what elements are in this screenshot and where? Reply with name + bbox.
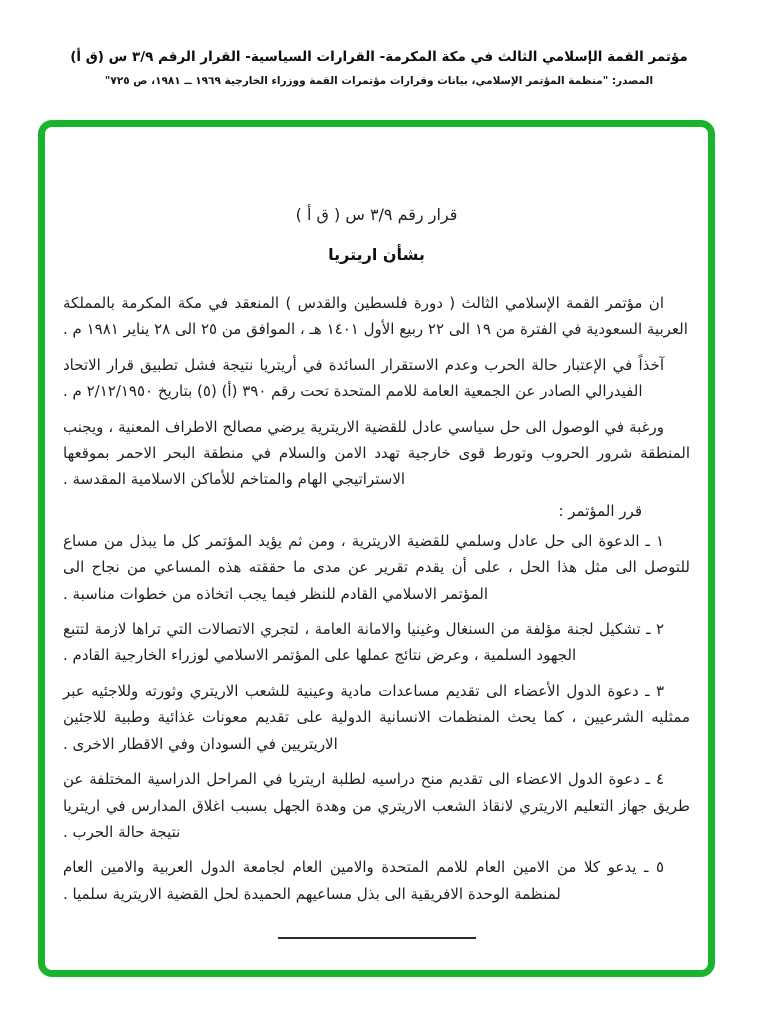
source-line: المصدر: "منظمة المؤتمر الإسلامي، بيانات وقرارات مؤتمرات القمة ووزراء الخارجية ١٩٦٩ ــ ١٩٨١، ص ٧٢٥" [104,74,654,87]
resolution-title: قرار رقم ٣/٩ س ( ق أ ) [295,205,458,224]
resolution-item: ١ ـ الدعوة الى حل عادل وسلمي للقضية الاريترية ، ومن ثم يؤيد المؤتمر كل ما يبذل من مساع للتوصل الى مثل هذا الحل ، على أن يقدم تقرير عن مدى ما حققته هذه المساعي من نجاح الى المؤتمر الاسلامي القادم للنظر فيما يجب اتخاذه من خطوات مناسبة . [63,531,690,603]
preamble-section [63,290,690,493]
resolution-item: ٣ ـ دعوة الدول الأعضاء الى تقديم مساعدات مادية وعينية للشعب الاريتري وثورته وللاجئيه عبر ممثليه الشرعيين ، كما يحث المنظمات الانسانية الدولية على تقديم معونات غذائية وطبية للاجئين الاريتريين في السودان وفي الاقطار الاخرى . [63,681,690,753]
resolution-item: ٤ ـ دعوة الدول الاعضاء الى تقديم منح دراسيه لطلبة اريتريا في المراحل الدراسية المختلفة عن طريق جهاز التعليم الاريتري لانقاذ الشعب الاريتري من وهدة الجهل بسبب اغلاق المدارس في اريتريا نتيجة حالة الحرب . [63,770,690,841]
page-header [0,48,758,89]
footnote-divider [278,937,476,939]
preamble-paragraph: ان مؤتمر القمة الإسلامي الثالث ( دورة فلسطين والقدس ) المنعقد في مكة المكرمة بالمملكة العربية السعودية في الفترة من ١٩ الى ٢٢ ربيع الأول ١٤٠١ هـ ، الموافق من ٢٥ الى ٢٨ يناير ١٩٨١ م . [63,294,688,339]
preamble-paragraph: آخذاً في الإعتبار حالة الحرب وعدم الاستقرار السائدة في أريتريا نتيجة فشل تطبيق قرار الاتحاد الفيدرالي الصادر عن الجمعية العامة للامم المتحدة تحت رقم ٣٩٠ (أ) (٥) بتاريخ ٢/١٢/١٩٥٠ م . [63,355,664,401]
resolution-item: ٢ ـ تشكيل لجنة مؤلفة من السنغال وغينيا والامانة العامة ، لتجري الاتصالات التي تراها لازمة لتتبع الجهود السلمية ، وعرض نتائج عملها على المؤتمر الاسلامي لوزراء الخارجية القادم . [63,620,664,665]
resolution-body [45,127,708,939]
decision-heading: قرر المؤتمر : [558,501,642,520]
resolution-item: ٥ ـ يدعو كلا من الامين العام للامم المتحدة والامين العام لجامعة الدول العربية والامين العام لمنظمة الوحدة الافريقية الى بذل مساعيهم الحميدة لحل القضية الاريترية سلميا . [63,858,664,903]
resolution-subtitle: بشأن اريتريا [328,245,425,264]
resolution-frame [38,120,715,977]
resolution-items-section [63,528,690,907]
conference-title: مؤتمر القمة الإسلامي الثالث في مكة المكرمة- القرارات السياسية- القرار الرقم ٣/٩ س (ق أ) [70,49,688,65]
preamble-paragraph: ورغبة في الوصول الى حل سياسي عادل للقضية الاريترية يرضي مصالح الاطراف المعنية ، ويجنب المنطقة شرور الحروب وتورط قوى خارجية تهدد الامن والسلام في منطقة البحر الاحمر بموقعها الاستراتيجي الهام والمتاخم للأماكن الاسلامية المقدسة . [63,417,690,489]
